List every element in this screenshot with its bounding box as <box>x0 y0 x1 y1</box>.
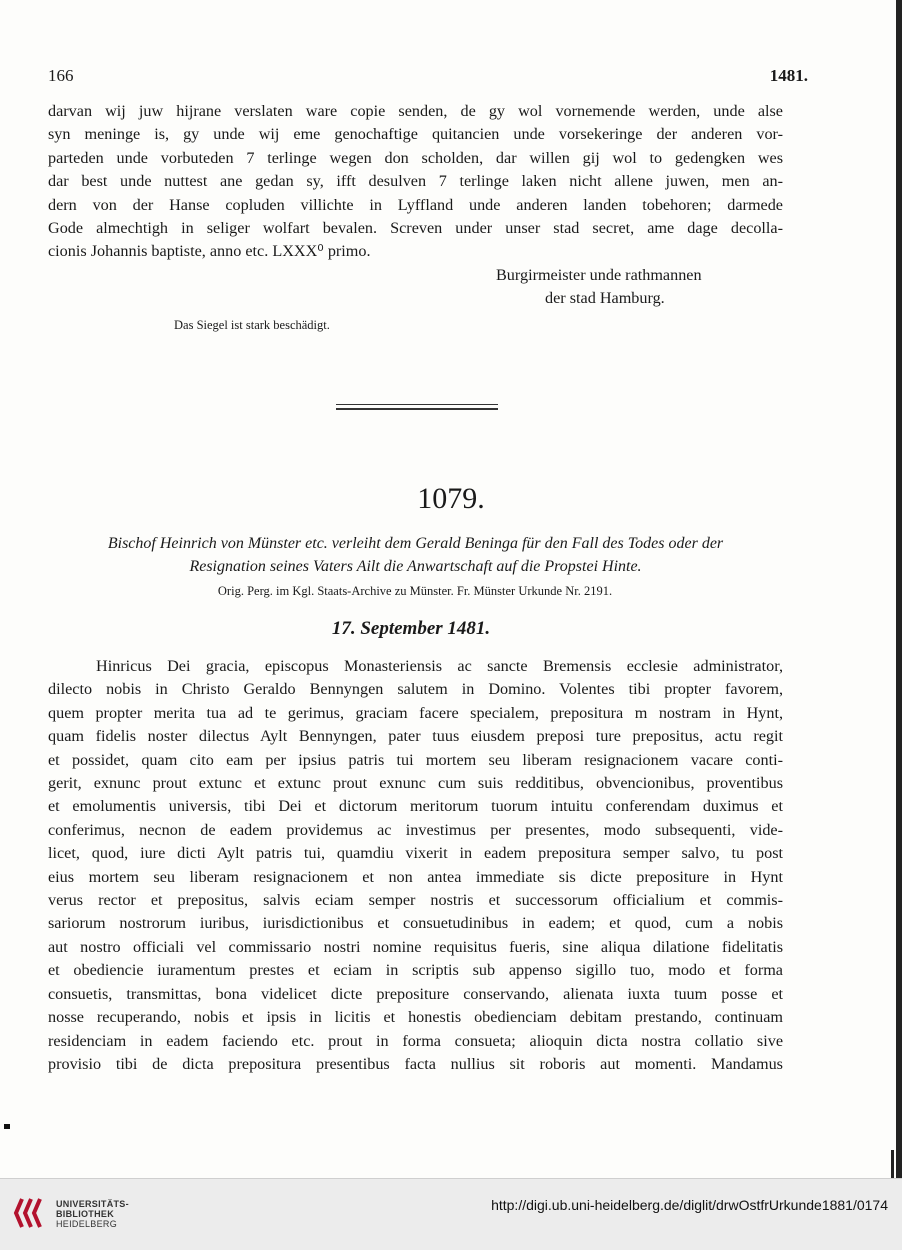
page-number: 166 <box>48 66 74 85</box>
text-line: syn meninge is, gy unde wij eme genochaftige quitancien unde vorsekeringe der anderen vor- <box>48 125 783 144</box>
library-name-line: UNIVERSITÄTS- <box>56 1199 129 1209</box>
text-line: aut nostro officiali vel commissario nostri nomine requisitus fueris, sine aliqua dilatione fidelitatis <box>48 937 783 956</box>
text-line: dilecto nobis in Christo Geraldo Bennyngen salutem in Domino. Volentes tibi propter favorem, <box>48 680 783 699</box>
text-line: cionis Johannis baptiste, anno etc. LXXX⁰ primo. <box>48 242 371 261</box>
library-name-line: HEIDELBERG <box>56 1219 118 1229</box>
scan-edge <box>896 0 902 1178</box>
document-date: 17. September 1481. <box>331 618 491 639</box>
text-line: consuetis, transmittas, bona videlicet dicte prepositure conservando, alienata iuxta tuum posse et <box>48 984 783 1003</box>
text-line: darvan wij juw hijrane verslaten ware copie senden, de gy wol vornemende werden, unde alse <box>48 102 783 120</box>
library-name-line: BIBLIOTHEK <box>56 1209 114 1219</box>
text-line: quem propter merita tua ad te gerimus, graciam facere specialem, prepositura m nostram in Hynt, <box>48 703 783 722</box>
source-citation: Orig. Perg. im Kgl. Staats-Archive zu Münster. Fr. Münster Urkunde Nr. 2191. <box>217 584 613 598</box>
text-line: eius mortem seu liberam resignacionem et non antea immediate sis dicte prepositure in Hynt <box>48 867 783 886</box>
document-body-text <box>48 655 783 1076</box>
text-line: provisio tibi de dicta prepositura presentibus facta nullius sit roboris aut momenti. Mandamus <box>48 1054 783 1073</box>
text-line: dern von der Hanse copluden villichte in Lyffland unde anderen landen tobehoren; darmede <box>48 195 783 214</box>
text-line: et possidet, quam cito eam per ipsius patris tui mortem seu liberam resignacionem vacare conti- <box>48 750 783 769</box>
signature-line-2: der stad Hamburg. <box>545 289 665 307</box>
seal-note: Das Siegel ist stark beschädigt. <box>174 318 330 332</box>
text-line: verus rector et prepositus, salvis eciam semper nostris et successorum officialium et commis- <box>48 891 783 910</box>
document-summary <box>48 532 783 578</box>
viewer-footer <box>0 1178 902 1250</box>
text-line: parteden unde vorbuteden 7 terlinge wegen don scholden, dar willen gij wol to gedengken wes <box>48 148 783 167</box>
text-line: residenciam in eadem faciendo etc. prout in forma consueta; alioquin dicta nostra collatio sive <box>48 1031 783 1050</box>
text-line: licet, quod, iure dicti Aylt patris tui, quamdiu vixerit in eadem prepositura semper salvo, tu post <box>48 844 783 863</box>
document-number: 1079. <box>417 482 485 515</box>
text-line: dar best unde nuttest ane gedan sy, ifft desulven 7 terlinge laken nicht allene juwen, men an- <box>48 172 783 191</box>
text-line: et obediencie iuramentum prestes et eciam in scriptis sub appenso sigillo tuo, modo et forma <box>48 961 783 980</box>
signature-line-1: Burgirmeister unde rathmannen <box>496 266 702 284</box>
section-divider <box>336 408 498 410</box>
text-line: Hinricus Dei gracia, episcopus Monasteriensis ac sancte Bremensis ecclesie administrator, <box>96 657 783 675</box>
running-head-year: 1481. <box>769 66 808 85</box>
library-logo-icon <box>12 1193 52 1233</box>
text-line: quam fidelis noster dilectus Aylt Bennyngen, pater tuus eiusdem preposi ture prepositus, actu regit <box>48 727 783 746</box>
section-divider <box>336 404 498 405</box>
text-line: nosse recuperando, nobis et ipsis in licitis et honestis obedienciam debitam prestando, continuam <box>48 1008 783 1027</box>
text-line: gerit, exnunc prout extunc et extunc prout exnunc cum suis redditibus, obvencionibus, proventibus <box>48 774 783 793</box>
library-name <box>56 1199 129 1229</box>
permalink-url[interactable]: http://digi.ub.uni-heidelberg.de/diglit/drwOstfrUrkunde1881/0174 <box>491 1197 888 1213</box>
text-line: et emolumentis universis, tibi Dei et dictorum meritorum tuorum intuitu conferendam duximus et <box>48 797 783 816</box>
text-line: Gode almechtigh in seliger wolfart bevalen. Screven under unser stad secret, ame dage decolla- <box>48 219 783 238</box>
text-line: sariorum nostrorum iuribus, iurisdictionibus et consuetudinibus in eadem; et quod, cum a nobis <box>48 914 783 933</box>
scan-mark <box>4 1124 10 1129</box>
previous-letter-text <box>48 100 783 264</box>
summary-line: Resignation seines Vaters Ailt die Anwartschaft auf die Propstei Hinte. <box>189 558 642 575</box>
summary-line: Bischof Heinrich von Münster etc. verleiht dem Gerald Beninga für den Fall des Todes oder der <box>107 535 724 552</box>
scan-edge <box>891 1150 894 1178</box>
text-line: conferimus, necnon de eadem providemus ac investimus per presentes, modo subsequenti, vide- <box>48 820 783 839</box>
